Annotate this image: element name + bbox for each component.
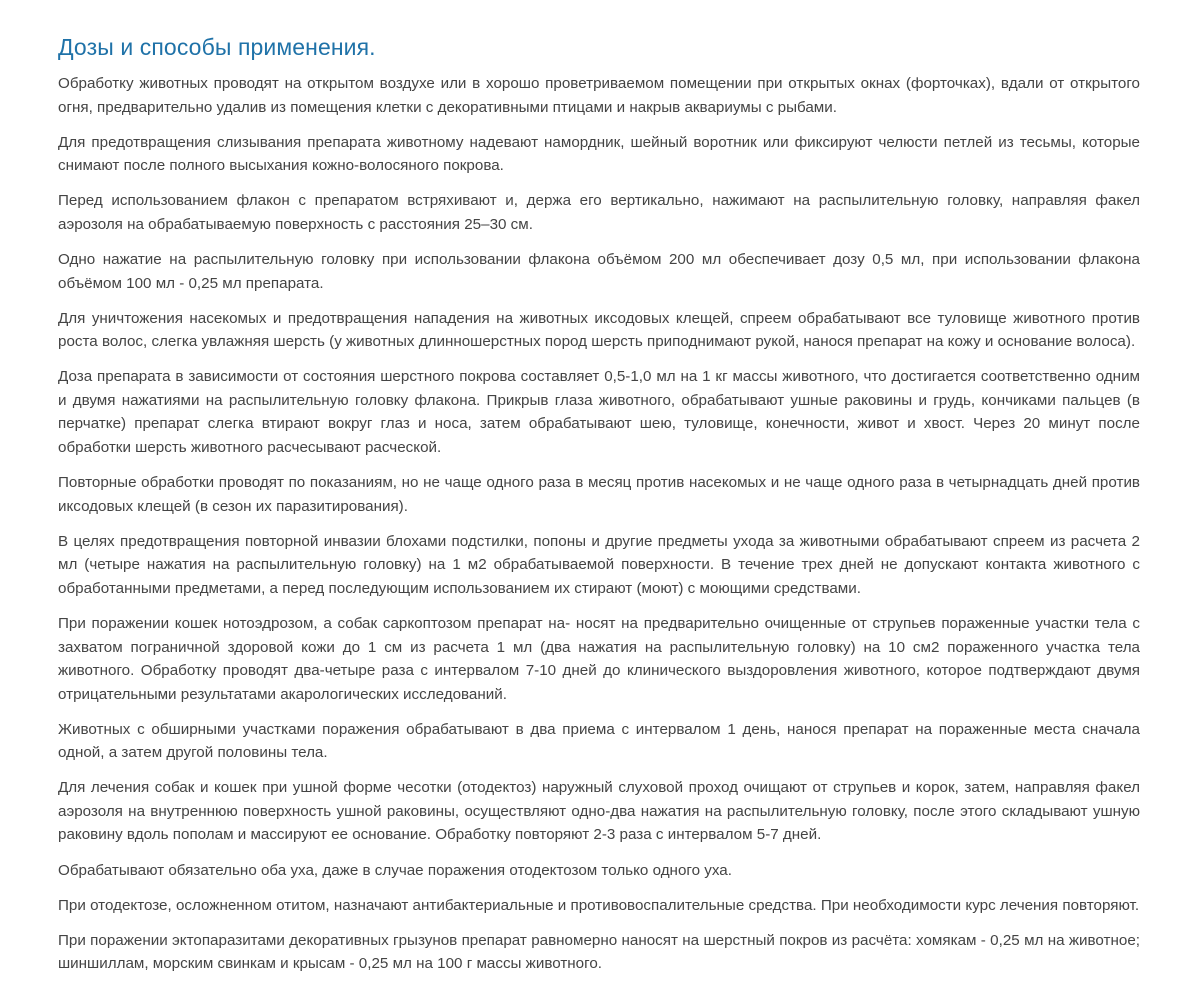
article-content xyxy=(58,0,1140,988)
paragraph-notoedrosis-sarcoptosis: При поражении кошек нотоэдрозом, а собак саркоптозом препарат на- носят на предварительно очищенные от струпьев пораженные участки тела с захватом пограничной здоровой кожи до 1 см из расчета 1 мл (два нажатия на распылительную головку) на 10 см2 пораженного участка тела животного. Обработку проводят два-четыре раза с интервалом 7-10 дней до клинического выздоровления животного, которое подтверждают двумя отрицательными результатами акарологических исследований. xyxy=(58,615,1140,703)
paragraph-insect-treatment: Для уничтожения насекомых и предотвращения нападения на животных иксодовых клещей, спреем обрабатывают все туловище животного против роста волос, слегка увлажняя шерсть (у животных длинношерстных пород шерсть приподнимают рукой, нанося препарат на кожу и основание волоса). xyxy=(58,309,1140,351)
paragraph-repeat-treatment: Повторные обработки проводят по показаниям, но не чаще одного раза в месяц против насекомых и не чаще одного раза в четырнадцать дней против иксодовых клещей (в сезон их паразитирования). xyxy=(58,474,1140,515)
paragraph-application-conditions: Обработку животных проводят на открытом воздухе или в хорошо проветриваемом помещении при открытых окнах (форточках), вдали от открытого огня, предварительно удалив из помещения клетки с декоративными птицами и накрыв аквариумы с рыбами. xyxy=(58,75,1140,116)
paragraph-dose-per-press: Одно нажатие на распылительную головку при использовании флакона объёмом 200 мл обеспечивает дозу 0,5 мл, при использовании флакона объёмом 100 мл - 0,25 мл препарата. xyxy=(58,251,1140,292)
paragraph-rodents: При поражении эктопаразитами декоративных грызунов препарат равномерно наносят на шерстный покров из расчёта: хомякам - 0,25 мл на животное; шиншиллам, морским свинкам и крысам - 0,25 мл на 100 г массы животного. xyxy=(58,931,1140,973)
paragraph-bedding-treatment: В целях предотвращения повторной инвазии блохами подстилки, попоны и другие предметы ухода за животными обрабатывают спреем из расчета 2 мл (четыре нажатия на распылительную головку) на 1 м2 обрабатываемой поверхности. В течение трех дней не допускают контакта животного с обработанными предметами, а перед последующим использованием их стирают (моют) с моющими средствами. xyxy=(58,532,1140,597)
article-body xyxy=(58,72,1140,976)
paragraph-spray-usage: Перед использованием флакон с препаратом встряхивают и, держа его вертикально, нажимают на распылительную головку, направляя факел аэрозоля на обрабатываемую поверхность с расстояния 25–30 см. xyxy=(58,192,1140,233)
paragraph-otitis: При отодектозе, осложненном отитом, назначают антибактериальные и противовоспалительные средства. При необходимости курс лечения повторяют. xyxy=(58,896,1140,914)
paragraph-licking-prevention: Для предотвращения слизывания препарата животному надевают намордник, шейный воротник или фиксируют челюсти петлей из тесьмы, которые снимают после полного высыхания кожно-волосяного покрова. xyxy=(58,133,1140,175)
paragraph-extensive-lesions: Животных с обширными участками поражения обрабатывают в два приема с интервалом 1 день, нанося препарат на пораженные места сначала одной, а затем другой половины тела. xyxy=(58,720,1140,762)
paragraph-both-ears: Обрабатывают обязательно оба уха, даже в случае поражения отодектозом только одного уха. xyxy=(58,861,732,879)
paragraph-dosage: Доза препарата в зависимости от состояния шерстного покрова составляет 0,5-1,0 мл на 1 кг массы животного, что достигается соответственно одним и двумя нажатиями на распылительную головку флакона. Прикрыв глаза животного, обрабатывают ушные раковины и грудь, кончиками пальцев (в перчатке) препарат слегка втирают вокруг глаз и носа, затем обрабатывают шею, туловище, конечности, живот и хвост. Через 20 минут после обработки шерсть животного расчесывают расческой. xyxy=(58,368,1140,456)
page-title: Дозы и способы применения. xyxy=(58,34,376,60)
paragraph-otodectosis-treatment: Для лечения собак и кошек при ушной форме чесотки (отодектоз) наружный слуховой проход очищают от струпьев и корок, затем, направляя факел аэрозоля на внутреннюю поверхность ушной раковины, осуществляют одно-два нажатия на распылительную головку, после этого складывают ушную раковину вдоль пополам и массируют ее основание. Обработку повторяют 2-3 раза с интервалом 5-7 дней. xyxy=(58,779,1140,844)
